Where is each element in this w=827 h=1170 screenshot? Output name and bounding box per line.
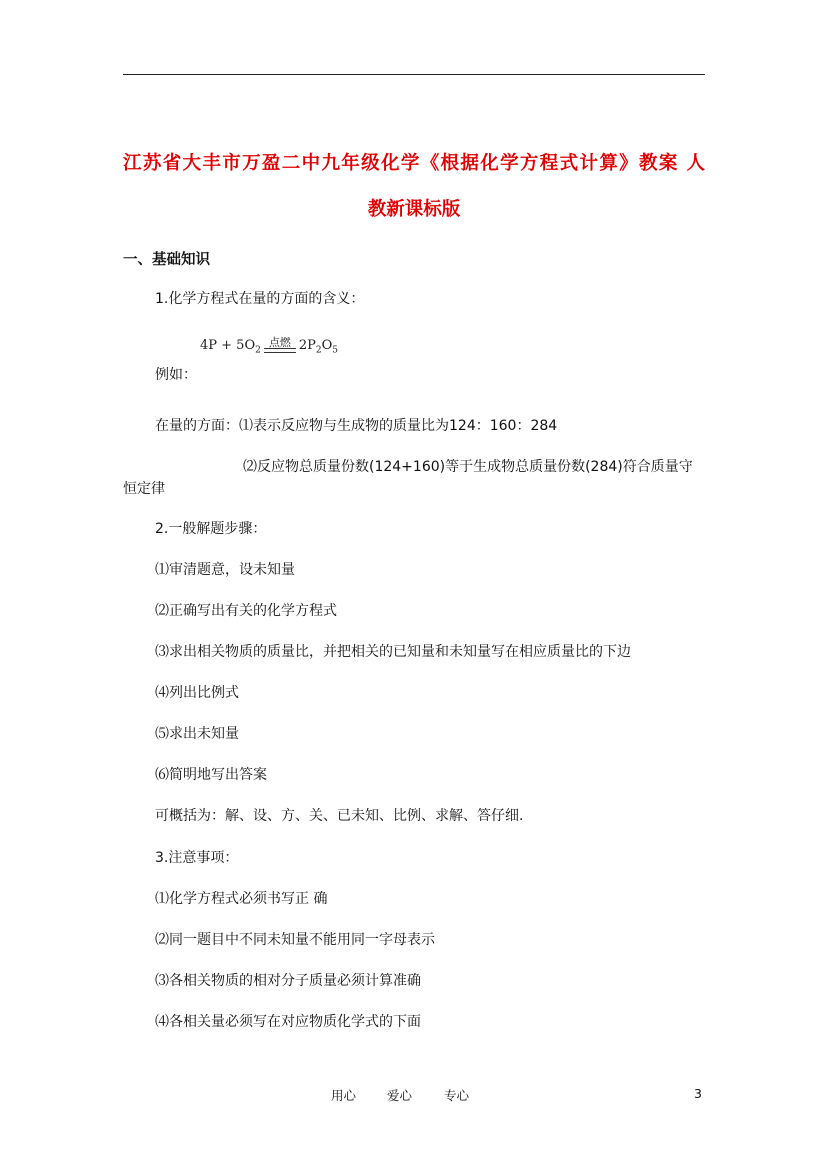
- footer-word-3: 专心: [444, 1088, 470, 1103]
- steps-summary: 可概括为：解、设、方、关、已未知、比例、求解、答仔细.: [155, 808, 524, 824]
- step-2: ⑵正确写出有关的化学方程式: [155, 603, 337, 619]
- quantity-point-2-cont: 恒定律: [123, 481, 165, 497]
- item3-heading: 3.注意事项：: [155, 850, 239, 866]
- chemical-equation: [200, 335, 339, 356]
- step-4: ⑷列出比例式: [155, 685, 239, 701]
- title-line-2: 教新课标版: [367, 199, 461, 220]
- header-rule: [123, 74, 705, 75]
- note-3: ⑶各相关物质的相对分子质量必须计算准确: [155, 973, 421, 989]
- reaction-arrow: [264, 337, 296, 353]
- footer-word-2: 爱心: [387, 1088, 413, 1103]
- step-6: ⑹简明地写出答案: [155, 767, 267, 783]
- step-3: ⑶求出相关物质的质量比，并把相关的已知量和未知量写在相应质量比的下边: [155, 644, 631, 660]
- page-number: 3: [694, 1086, 702, 1101]
- footer-word-1: 用心: [331, 1088, 357, 1103]
- equation-right: $2P_2O_5$: [298, 338, 339, 356]
- equation-left: $4P + 5O_2$: [200, 338, 261, 356]
- title-line-1: 江苏省大丰市万盈二中九年级化学《根据化学方程式计算》教案 人: [123, 153, 705, 174]
- section-heading: 一、基础知识: [123, 252, 210, 268]
- note-4: ⑷各相关量必须写在对应物质化学式的下面: [155, 1014, 421, 1030]
- step-1: ⑴审清题意，设未知量: [155, 562, 295, 578]
- item1-heading: 1.化学方程式在量的方面的含义：: [155, 291, 365, 307]
- note-2: ⑵同一题目中不同未知量不能用同一字母表示: [155, 932, 435, 948]
- quantity-point-1: 在量的方面：⑴表示反应物与生成物的质量比为124：160：284: [155, 418, 558, 434]
- equals-bars: [264, 348, 296, 353]
- step-5: ⑸求出未知量: [155, 726, 239, 742]
- note-1: ⑴化学方程式必须书写正 确: [155, 891, 328, 907]
- quantity-point-2: ⑵反应物总质量份数(124+160)等于生成物总质量份数(284)符合质量守: [243, 459, 693, 475]
- item2-heading: 2.一般解题步骤：: [155, 521, 267, 537]
- example-label: 例如：: [155, 367, 197, 383]
- reaction-condition: 点燃: [268, 335, 291, 349]
